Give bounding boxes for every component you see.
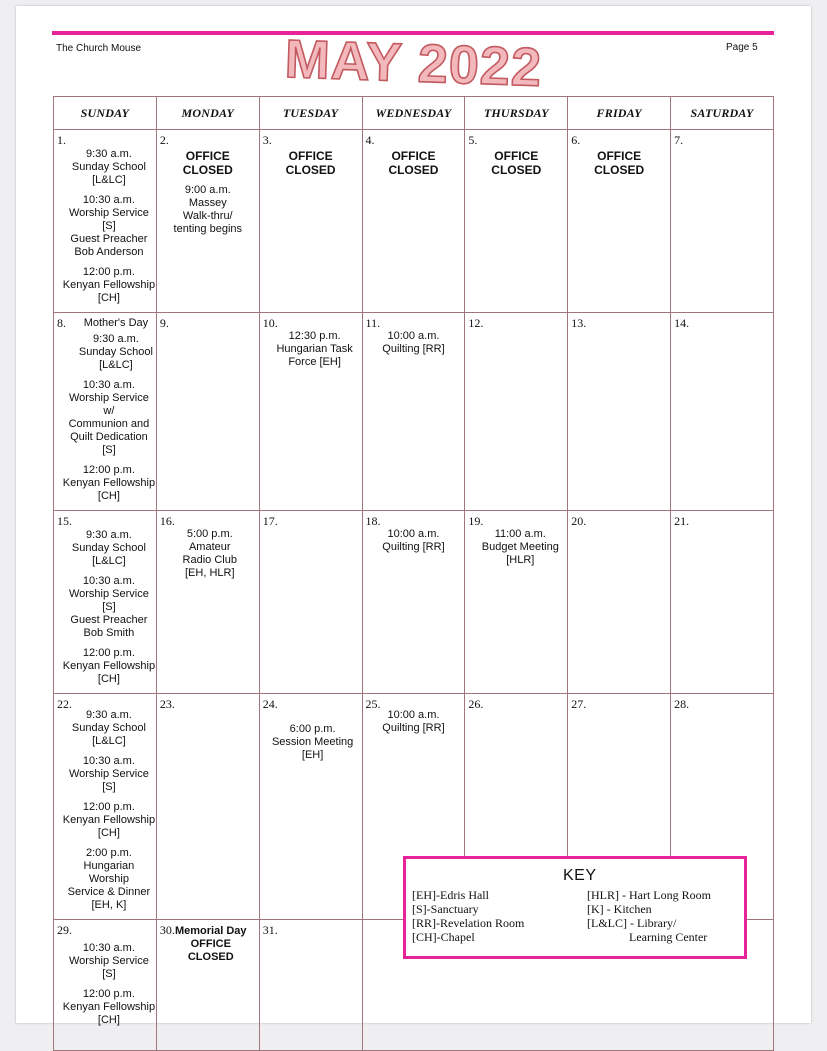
publication-name: The Church Mouse (56, 43, 142, 54)
day-cell (362, 313, 465, 511)
page-number: Page 5 (726, 42, 758, 53)
day-number: 2. (159, 133, 169, 147)
day-number: 10. (262, 316, 278, 330)
day-number: 7. (674, 133, 684, 147)
day-cell (54, 313, 157, 511)
event: 9:30 a.m. Sunday School [L&LC] (78, 333, 153, 371)
day-cell (156, 694, 259, 920)
day-cell (568, 130, 671, 313)
event: 11:00 a.m. Budget Meeting [HLR] (481, 528, 559, 566)
event: 12:00 p.m. Kenyan Fellowship [CH] (62, 266, 156, 304)
day-number: 25. (365, 697, 381, 711)
day-number: 21. (674, 514, 690, 528)
event: 12:00 p.m. Kenyan Fellowship [CH] (62, 801, 156, 839)
weekday-sunday: SUNDAY (54, 97, 157, 130)
day-number: 14. (674, 316, 690, 330)
day-number: 20. (571, 514, 587, 528)
day-number: 5. (468, 133, 478, 147)
day-number: 3. (262, 133, 272, 147)
event: 12:00 p.m. Kenyan Fellowship [CH] (62, 464, 156, 502)
key-title: KEY (563, 867, 597, 884)
weekday-monday: MONDAY (156, 97, 259, 130)
day-cell (156, 920, 259, 1051)
weekday-tuesday: TUESDAY (259, 97, 362, 130)
day-cell (259, 313, 362, 511)
weekday-header-row (54, 97, 774, 130)
event: 10:30 a.m. Worship Service [S] (68, 942, 149, 980)
day-number: 27. (571, 697, 587, 711)
office-closed-label: OFFICE CLOSED (182, 149, 233, 177)
day-cell (465, 130, 568, 313)
week-row (54, 511, 774, 694)
event: 12:30 p.m. Hungarian Task Force [EH] (276, 330, 353, 368)
event: 10:30 a.m. Worship Service [S] (68, 755, 149, 793)
day-cell (568, 313, 671, 511)
day-number: 16. (159, 514, 175, 528)
week-row (54, 130, 774, 313)
event: 12:00 p.m. Kenyan Fellowship [CH] (62, 647, 156, 685)
day-number: 13. (571, 316, 587, 330)
day-number: 15. (57, 514, 72, 528)
day-cell (259, 511, 362, 694)
day-cell (54, 130, 157, 313)
memorial-day-closed-label: Memorial Day OFFICE CLOSED (175, 925, 247, 963)
event: 9:00 a.m. Massey Walk-thru/ tenting begins (173, 184, 243, 235)
day-cell (362, 511, 465, 694)
day-number: 11. (365, 316, 381, 330)
day-number: 26. (468, 697, 484, 711)
office-closed-label: OFFICE CLOSED (285, 149, 336, 177)
day-cell (465, 511, 568, 694)
day-number: 9. (159, 316, 169, 330)
day-number: 4. (365, 133, 375, 147)
event: 10:30 a.m. Worship Service [S] Guest Preacher Bob Anderson (68, 194, 149, 258)
day-number: 28. (674, 697, 690, 711)
office-closed-label: OFFICE CLOSED (594, 149, 645, 177)
location-key (403, 856, 747, 959)
day-cell (259, 130, 362, 313)
day-cell (671, 313, 774, 511)
day-cell (259, 694, 362, 920)
event: 9:30 a.m. Sunday School [L&LC] (71, 709, 146, 747)
event: 10:30 a.m. Worship Service w/ Communion and Quilt Dedication [S] (68, 379, 150, 456)
day-cell (156, 511, 259, 694)
event: 10:00 a.m. Quilting [RR] (382, 709, 445, 734)
day-number: 1. (57, 133, 66, 147)
day-cell (259, 920, 362, 1051)
day-cell (362, 130, 465, 313)
day-number: 29. (57, 923, 72, 937)
day-cell (465, 313, 568, 511)
event: 2:00 p.m. Hungarian Worship Service & Dinner [EH, K] (67, 847, 151, 911)
event: 10:00 a.m. Quilting [RR] (382, 330, 445, 355)
day-number: 18. (365, 514, 381, 528)
event: 10:00 a.m. Quilting [RR] (382, 528, 445, 553)
event: 5:00 p.m. Amateur Radio Club [EH, HLR] (182, 528, 237, 579)
day-number: 31. (262, 923, 278, 937)
day-number: 23. (159, 697, 175, 711)
day-number: 24. (262, 697, 278, 711)
event: 12:00 p.m. Kenyan Fellowship [CH] (62, 988, 156, 1026)
day-cell (568, 511, 671, 694)
weekday-friday: FRIDAY (568, 97, 671, 130)
office-closed-label: OFFICE CLOSED (491, 149, 542, 177)
day-number: 19. (468, 514, 484, 528)
weekday-wednesday: WEDNESDAY (362, 97, 465, 130)
event: 6:00 p.m. Session Meeting [EH] (271, 723, 354, 761)
key-right-column: [HLR] - Hart Long Room [K] - Kitchen [L&LC] - Library/ Learning Center (587, 888, 711, 944)
weekday-thursday: THURSDAY (465, 97, 568, 130)
day-cell (671, 130, 774, 313)
day-cell (54, 920, 157, 1051)
key-left-column: [EH]-Edris Hall [S]-Sanctuary [RR]-Revelation Room [CH]-Chapel (412, 888, 525, 944)
day-number: 12. (468, 316, 484, 330)
office-closed-label: OFFICE CLOSED (388, 149, 439, 177)
event: 10:30 a.m. Worship Service [S] Guest Preacher Bob Smith (68, 575, 149, 639)
day-cell (671, 511, 774, 694)
day-number: 30. (159, 923, 175, 937)
day-cell (156, 130, 259, 313)
week-row (54, 313, 774, 511)
weekday-saturday: SATURDAY (671, 97, 774, 130)
day-number: 17. (262, 514, 278, 528)
event: 9:30 a.m. Sunday School [L&LC] (71, 529, 146, 567)
day-number: 22. (57, 697, 72, 711)
day-number: 8. (57, 316, 66, 330)
day-number: 6. (571, 133, 581, 147)
day-cell (54, 694, 157, 920)
day-cell (54, 511, 157, 694)
event: 9:30 a.m. Sunday School [L&LC] (71, 148, 146, 186)
month-title: MAY 2022 (283, 28, 544, 98)
day-cell (156, 313, 259, 511)
holiday-note: Mother's Day (83, 317, 149, 329)
